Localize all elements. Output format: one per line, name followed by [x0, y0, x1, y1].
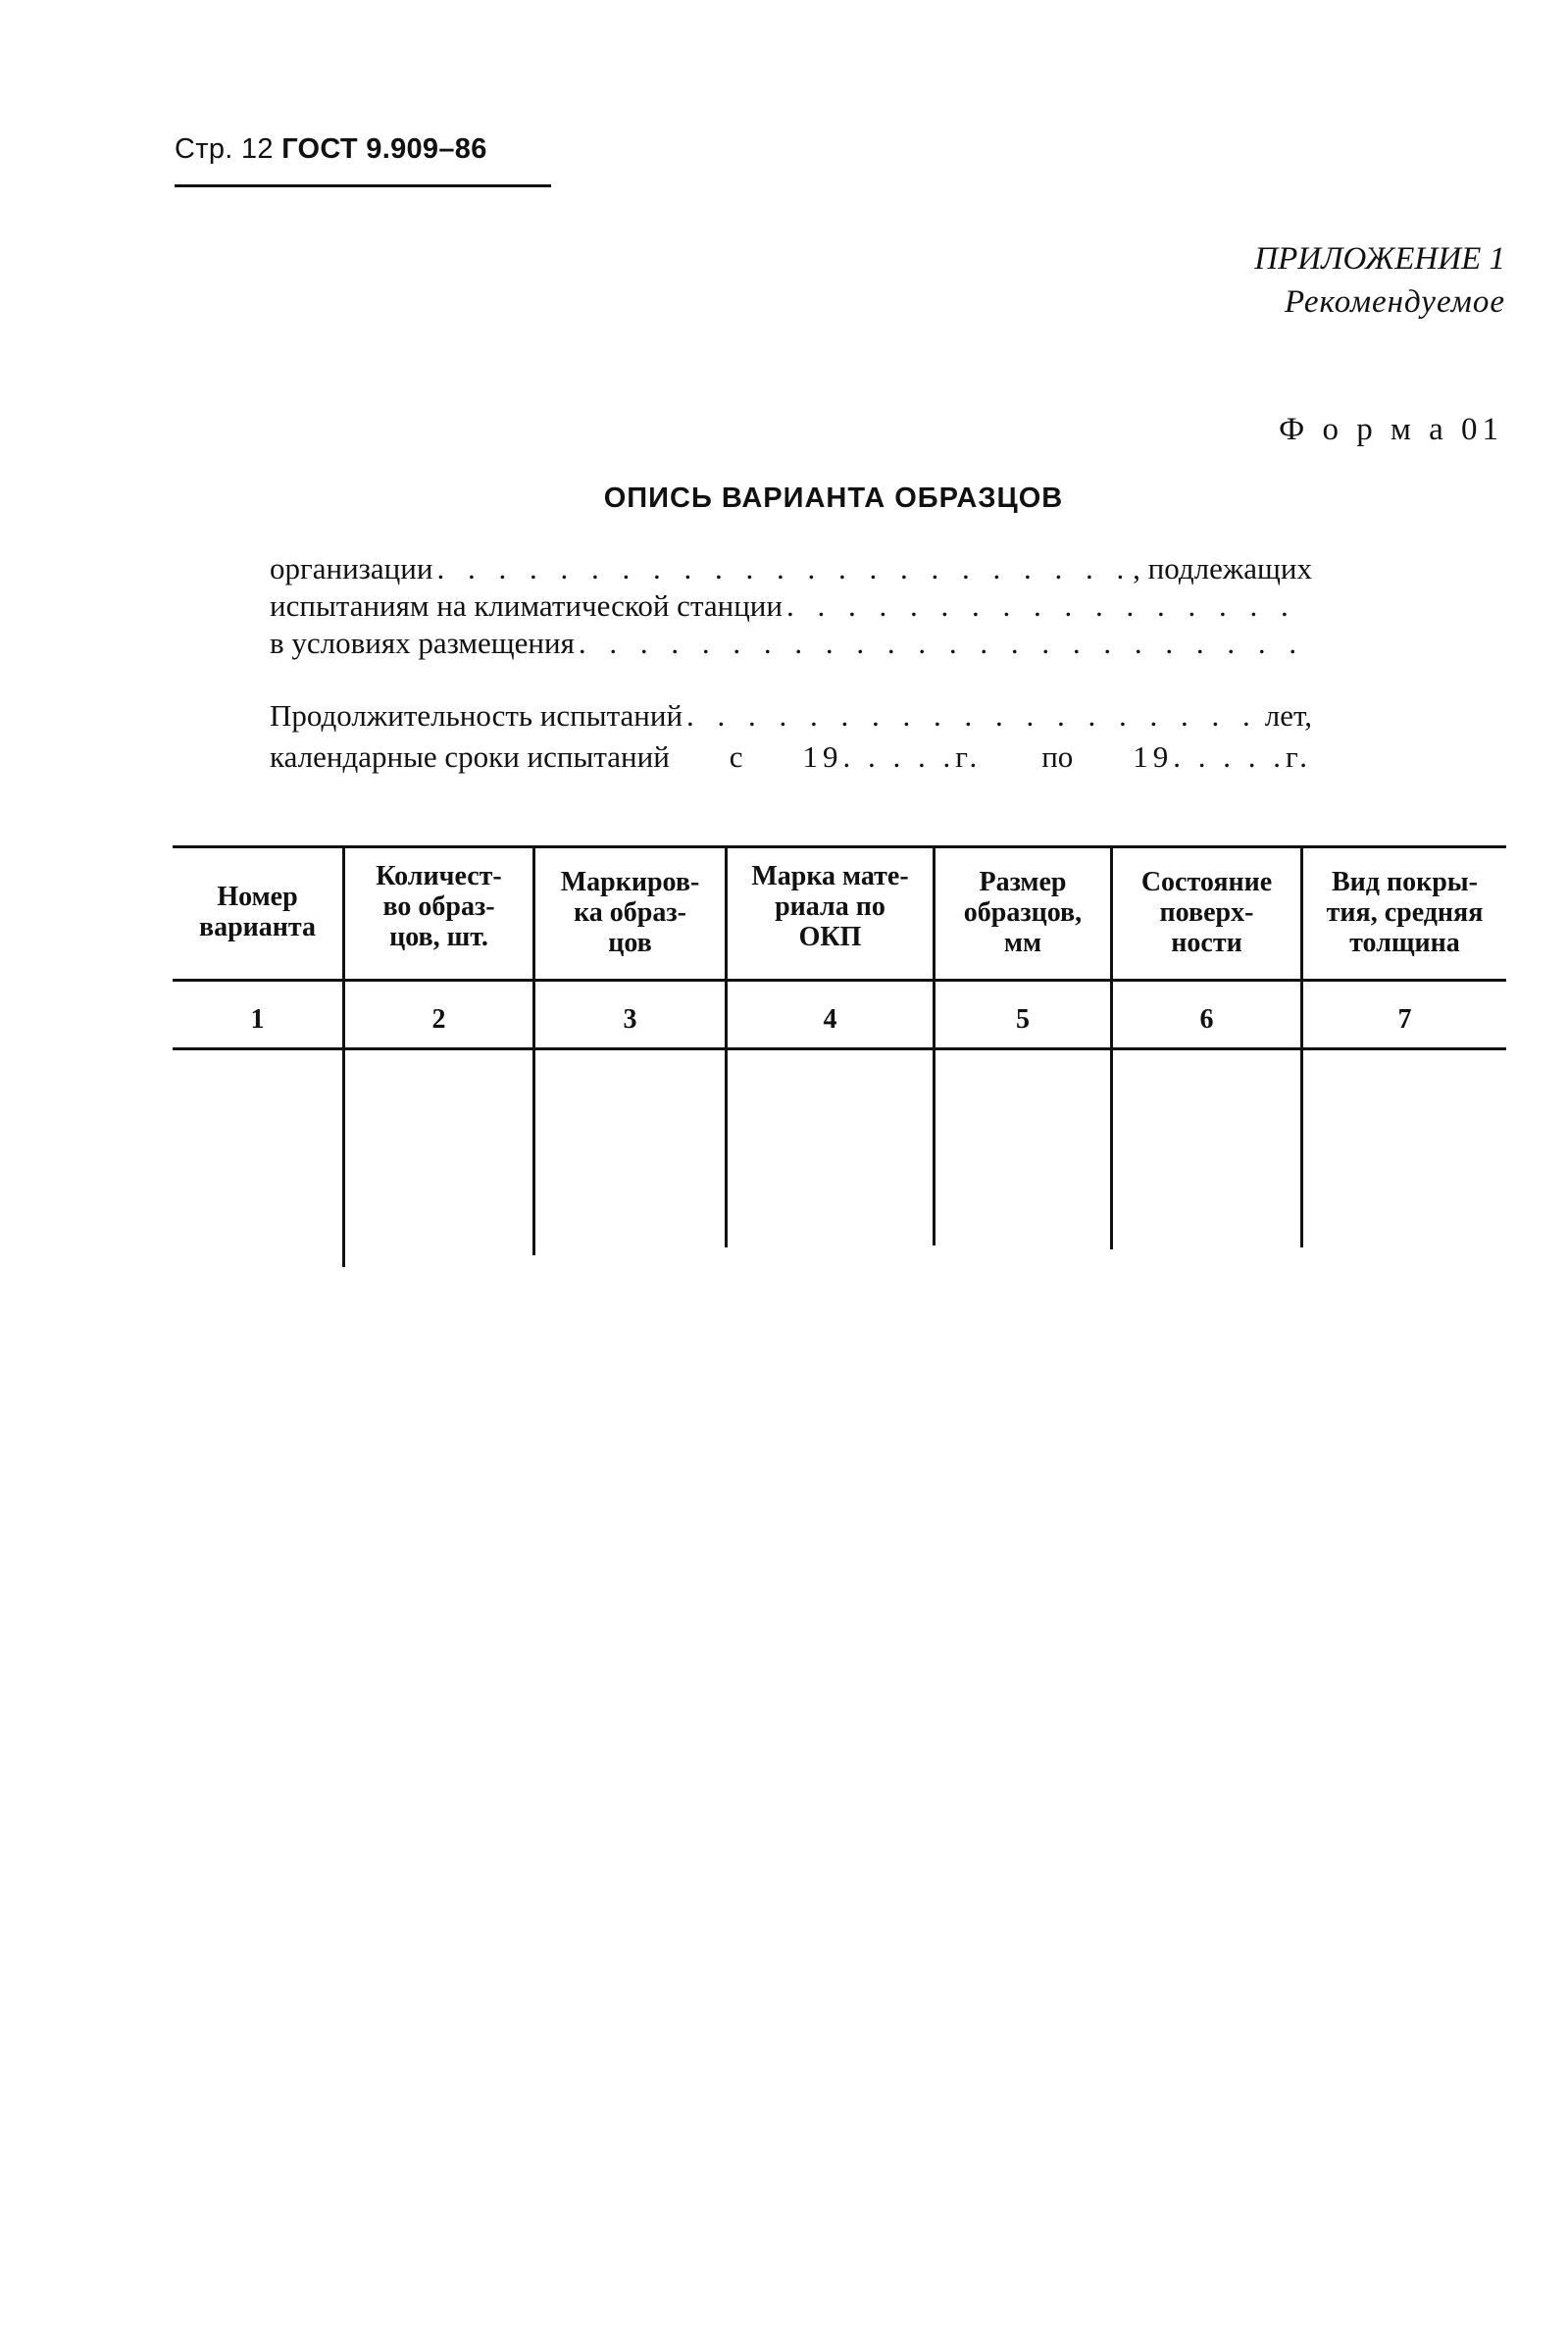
header-text-line: риала по	[775, 890, 885, 922]
appendix-status: Рекомендуемое	[1284, 284, 1505, 320]
standard-code: ГОСТ 9.909–86	[281, 133, 487, 165]
calendar-to: по	[1041, 739, 1074, 774]
column-number: 3	[623, 1004, 637, 1035]
header-text-line: Состояние	[1140, 866, 1273, 897]
duration-line	[270, 696, 1312, 734]
header-text-line: ка образ-	[574, 896, 686, 928]
header-text-line: Номер	[217, 882, 298, 912]
header-text-line: варианта	[198, 912, 317, 942]
station-label: испытаниям на климатической станции	[270, 588, 783, 623]
station-blank[interactable]	[786, 588, 1308, 624]
placement-line	[270, 624, 1312, 661]
column-number: 7	[1397, 1004, 1412, 1035]
header-text-line: тия, средняя	[1326, 896, 1484, 928]
header-text-line: мм	[1003, 927, 1042, 958]
placement-label: в условиях размещения	[270, 626, 575, 660]
header-text-line: Количест-	[376, 860, 502, 891]
variant-table	[173, 845, 1506, 1277]
header-cell-quantity	[345, 845, 532, 967]
header-cell-marking	[535, 851, 725, 973]
column-number: 4	[823, 1004, 837, 1035]
header-cell-variant	[173, 851, 342, 973]
header-text-line: Размер	[979, 866, 1067, 897]
header-cell-surface	[1113, 851, 1300, 973]
station-line	[270, 586, 1312, 624]
header-cell-material	[728, 845, 933, 967]
header-text-line: Вид покры-	[1332, 866, 1478, 897]
header-cell-coating	[1303, 851, 1506, 973]
calendar-from-date[interactable]: 19. . . . .г.	[802, 739, 983, 774]
calendar-line	[270, 734, 1312, 775]
organization-line	[270, 549, 1312, 586]
table-header-rule	[173, 979, 1506, 982]
header-text-line: цов	[608, 927, 652, 958]
duration-unit: лет,	[1264, 698, 1312, 733]
placement-blank[interactable]	[579, 626, 1308, 661]
header-cell-size	[936, 851, 1110, 973]
column-number: 2	[431, 1004, 446, 1035]
calendar-to-date[interactable]: 19. . . . .г.	[1133, 739, 1312, 774]
header-rule	[175, 184, 551, 187]
organization-label: организации	[270, 551, 433, 585]
appendix-block	[1254, 237, 1505, 324]
duration-label: Продолжительность испытаний	[270, 698, 683, 733]
header-text-line: образцов,	[963, 896, 1083, 928]
header-text-line: Маркиров-	[560, 866, 700, 897]
column-number: 1	[250, 1004, 265, 1035]
header-text-line: Марка мате-	[751, 860, 909, 891]
appendix-title: ПРИЛОЖЕНИЕ 1	[1254, 241, 1505, 277]
header-text-line: поверх-	[1159, 896, 1254, 928]
page-label: Стр. 12	[175, 133, 274, 165]
fill-in-lines	[270, 549, 1312, 775]
calendar-from: с	[729, 739, 743, 774]
column-number: 5	[1016, 1004, 1030, 1035]
header-text-line: ности	[1171, 927, 1242, 958]
duration-blank[interactable]	[686, 698, 1261, 734]
document-title: ОПИСЬ ВАРИАНТА ОБРАЗЦОВ	[603, 483, 1064, 514]
header-text-line: ОКП	[798, 921, 862, 952]
organization-suffix: , подлежащих	[1133, 551, 1312, 585]
header-text-line: толщина	[1349, 927, 1460, 958]
form-number: Ф о р м а 01	[1279, 412, 1503, 447]
running-header	[175, 133, 487, 166]
header-text-line: во образ-	[382, 890, 495, 922]
calendar-label: календарные сроки испытаний	[270, 739, 670, 774]
header-text-line: цов, шт.	[389, 921, 488, 952]
column-number: 6	[1199, 1004, 1214, 1035]
organization-blank[interactable]	[436, 551, 1129, 586]
